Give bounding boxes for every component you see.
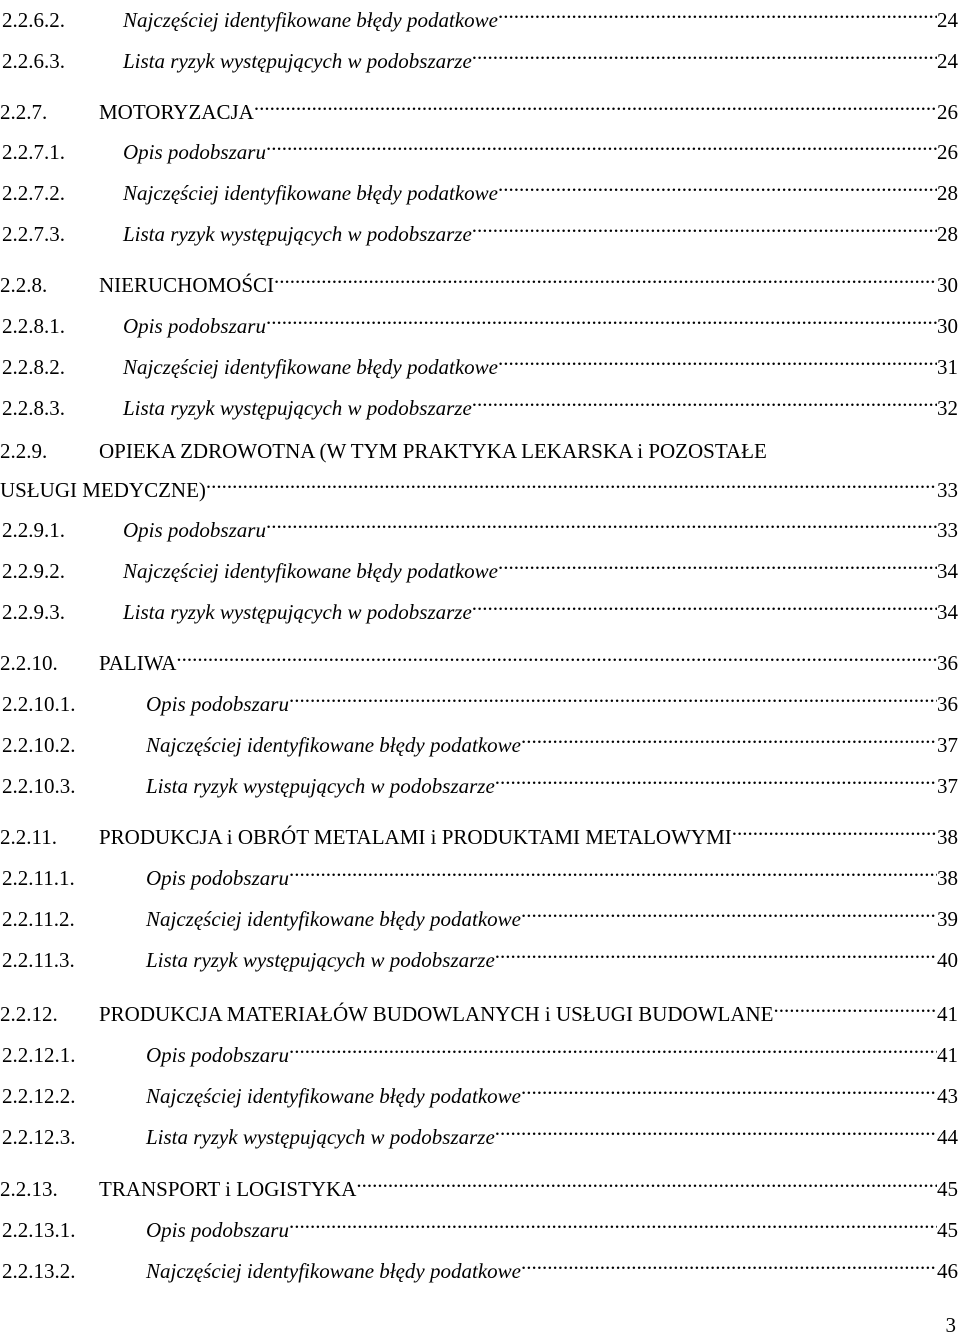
toc-entry-title: Najczęściej identyfikowane błędy podatkowe: [123, 181, 498, 205]
toc-entry-page: 40: [937, 948, 958, 972]
toc-entry-wrapped-first-line[interactable]: [0, 436, 958, 466]
toc-entry-title: Opis podobszaru: [146, 692, 289, 716]
toc-entry-title: TRANSPORT i LOGISTYKA: [99, 1177, 357, 1201]
toc-leader-dots: [521, 722, 937, 752]
toc-entry-page: 41: [937, 1002, 958, 1026]
toc-leader-dots: [266, 507, 937, 537]
toc-leader-dots: [495, 763, 937, 793]
toc-entry[interactable]: [0, 640, 958, 675]
toc-entry-page: 45: [937, 1177, 958, 1201]
toc-entry[interactable]: [0, 763, 958, 798]
toc-entry-page: 45: [937, 1218, 958, 1242]
toc-entry-number: 2.2.6.3.: [2, 49, 65, 73]
toc-entry[interactable]: [0, 681, 958, 716]
toc-entry[interactable]: [0, 722, 958, 757]
toc-leader-dots: [495, 937, 937, 967]
toc-entry-number: 2.2.10.3.: [2, 774, 76, 798]
toc-leader-dots: [472, 385, 937, 415]
toc-entry-number: 2.2.9.1.: [2, 518, 65, 542]
toc-entry[interactable]: [0, 1166, 958, 1201]
toc-entry-title: Lista ryzyk występujących w podobszarze: [146, 1125, 495, 1149]
toc-entry-page: 34: [937, 600, 958, 624]
toc-entry-title: Lista ryzyk występujących w podobszarze: [123, 396, 472, 420]
toc-entry-title: Opis podobszaru: [146, 866, 289, 890]
toc-entry-number: 2.2.8.3.: [2, 396, 65, 420]
toc-entry-title: Opis podobszaru: [146, 1218, 289, 1242]
toc-entry-page: 41: [937, 1043, 958, 1067]
toc-leader-dots: [521, 1073, 937, 1103]
toc-entry-title: Najczęściej identyfikowane błędy podatkowe: [146, 1084, 521, 1108]
toc-entry-title: Najczęściej identyfikowane błędy podatkowe: [146, 1259, 521, 1283]
toc-entry[interactable]: [0, 38, 958, 73]
toc-entry-number: 2.2.12.3.: [2, 1125, 76, 1149]
toc-entry-number: 2.2.13.1.: [2, 1218, 76, 1242]
toc-entry-number: 2.2.9.2.: [2, 559, 65, 583]
toc-entry-number: 2.2.6.2.: [2, 8, 65, 32]
toc-entry-number: 2.2.12.: [0, 1002, 58, 1026]
toc-entry-page: 30: [937, 314, 958, 338]
toc-entry-title: Najczęściej identyfikowane błędy podatkowe: [123, 8, 498, 32]
toc-entry[interactable]: [0, 1032, 958, 1067]
toc-entry-page: 34: [937, 559, 958, 583]
toc-entry-title: Lista ryzyk występujących w podobszarze: [146, 948, 495, 972]
toc-entry-page: 33: [937, 478, 958, 502]
toc-entry[interactable]: [0, 1207, 958, 1242]
toc-leader-dots: [206, 467, 937, 497]
toc-entry-title: Lista ryzyk występujących w podobszarze: [123, 222, 472, 246]
toc-entry-title: Opis podobszaru: [123, 314, 266, 338]
toc-entry-page: 36: [937, 651, 958, 675]
toc-entry-title: Najczęściej identyfikowane błędy podatkowe: [123, 355, 498, 379]
toc-entry-number: 2.2.13.2.: [2, 1259, 76, 1283]
toc-entry[interactable]: [0, 170, 958, 205]
toc-entry-page: 38: [937, 825, 958, 849]
toc-entry[interactable]: [0, 0, 958, 32]
toc-entry-title: Lista ryzyk występujących w podobszarze: [123, 600, 472, 624]
toc-entry[interactable]: [0, 855, 958, 890]
toc-entry[interactable]: [0, 507, 958, 542]
toc-entry-page: 43: [937, 1084, 958, 1108]
toc-entry[interactable]: [0, 991, 958, 1026]
toc-entry-title: Najczęściej identyfikowane błędy podatkowe: [146, 733, 521, 757]
toc-entry-number: 2.2.11.2.: [2, 907, 75, 931]
toc-entry-page: 44: [937, 1125, 958, 1149]
toc-entry-number: 2.2.8.2.: [2, 355, 65, 379]
toc-leader-dots: [472, 589, 937, 619]
toc-entry-page: 24: [937, 49, 958, 73]
toc-entry-page: 39: [937, 907, 958, 931]
toc-entry-number: 2.2.11.3.: [2, 948, 75, 972]
toc-entry-page: 38: [937, 866, 958, 890]
toc-entry-page: 26: [937, 140, 958, 164]
toc-leader-dots: [495, 1114, 937, 1144]
toc-entry-page: 26: [937, 100, 958, 124]
toc-entry[interactable]: [0, 1114, 958, 1149]
toc-entry-page: 24: [937, 8, 958, 32]
toc-entry-title: Opis podobszaru: [123, 518, 266, 542]
toc-leader-dots: [498, 548, 937, 578]
page-number: 3: [945, 1313, 956, 1337]
toc-entry[interactable]: [0, 589, 958, 624]
toc-entry-number: 2.2.8.: [0, 273, 48, 297]
toc-entry[interactable]: [0, 344, 958, 379]
toc-entry-title: PALIWA: [99, 651, 177, 675]
toc-entry-number: 2.2.13.: [0, 1177, 58, 1201]
toc-entry[interactable]: [0, 1248, 958, 1283]
toc-leader-dots: [266, 129, 937, 159]
toc-entry[interactable]: [0, 937, 958, 972]
toc-entry-title: Lista ryzyk występujących w podobszarze: [146, 774, 495, 798]
toc-entry-number: 2.2.12.2.: [2, 1084, 76, 1108]
toc-leader-dots: [498, 170, 937, 200]
toc-entry[interactable]: [0, 814, 958, 849]
toc-leader-dots: [289, 855, 937, 885]
toc-entry-title: Najczęściej identyfikowane błędy podatkowe: [146, 907, 521, 931]
toc-entry-number: 2.2.8.1.: [2, 314, 65, 338]
toc-entry-page: 33: [937, 518, 958, 542]
toc-entry-title: PRODUKCJA MATERIAŁÓW BUDOWLANYCH i USŁUGI BUDOWLANE: [99, 1002, 774, 1026]
toc-entry[interactable]: [0, 1073, 958, 1108]
toc-leader-dots: [472, 211, 937, 241]
toc-entry-page: 30: [937, 273, 958, 297]
toc-entry[interactable]: [0, 89, 958, 124]
toc-entry-page: 31: [937, 355, 958, 379]
toc-entry-title: Opis podobszaru: [146, 1043, 289, 1067]
toc-entry-title: MOTORYZACJA: [99, 100, 254, 124]
toc-leader-dots: [774, 991, 937, 1021]
toc-entry-number: 2.2.7.2.: [2, 181, 65, 205]
toc-entry-title: Opis podobszaru: [123, 140, 266, 164]
toc-leader-dots: [289, 681, 937, 711]
toc-entry-page: 37: [937, 733, 958, 757]
toc-entry-page: 46: [937, 1259, 958, 1283]
toc-entry-page: 32: [937, 396, 958, 420]
toc-entry-title: Lista ryzyk występujących w podobszarze: [123, 49, 472, 73]
toc-entry-page: 37: [937, 774, 958, 798]
toc-leader-dots: [254, 89, 937, 119]
toc-entry-number: 2.2.7.: [0, 100, 48, 124]
toc-entry-number: 2.2.11.1.: [2, 866, 75, 890]
toc-entry-title: OPIEKA ZDROWOTNA (W TYM PRAKTYKA LEKARSKA i POZOSTAŁE: [99, 439, 767, 463]
toc-entry-page: 36: [937, 692, 958, 716]
toc-leader-dots: [356, 1166, 937, 1196]
toc-leader-dots: [176, 640, 937, 670]
toc-entry-number: 2.2.7.1.: [2, 140, 65, 164]
toc-entry-page: 28: [937, 181, 958, 205]
toc-entry-title-continuation: USŁUGI MEDYCZNE): [0, 478, 206, 502]
toc-entry-title: PRODUKCJA i OBRÓT METALAMI i PRODUKTAMI METALOWYMI: [99, 825, 732, 849]
toc-leader-dots: [521, 1248, 937, 1278]
toc-entry-number: 2.2.7.3.: [2, 222, 65, 246]
toc-entry[interactable]: [0, 129, 958, 164]
toc-leader-dots: [289, 1032, 937, 1062]
toc-leader-dots: [274, 262, 937, 292]
toc-leader-dots: [266, 303, 937, 333]
toc-leader-dots: [472, 38, 937, 68]
toc-entry[interactable]: [0, 303, 958, 338]
toc-entry-number: 2.2.12.1.: [2, 1043, 76, 1067]
toc-entry[interactable]: [0, 548, 958, 583]
toc-entry-title: Najczęściej identyfikowane błędy podatkowe: [123, 559, 498, 583]
toc-entry[interactable]: [0, 896, 958, 931]
toc-leader-dots: [498, 344, 937, 374]
toc-entry-number: 2.2.10.2.: [2, 733, 76, 757]
toc-leader-dots: [289, 1207, 937, 1237]
toc-entry[interactable]: [0, 211, 958, 246]
toc-entry[interactable]: [0, 262, 958, 297]
toc-entry-number: 2.2.10.: [0, 651, 58, 675]
toc-leader-dots: [732, 814, 937, 844]
toc-leader-dots: [521, 896, 937, 926]
toc-entry-page: 28: [937, 222, 958, 246]
toc-entry-number: 2.2.9.: [0, 439, 48, 463]
toc-leader-dots: [498, 0, 937, 27]
toc-entry-number: 2.2.11.: [0, 825, 57, 849]
toc-entry-number: 2.2.10.1.: [2, 692, 76, 716]
toc-entry-number: 2.2.9.3.: [2, 600, 65, 624]
toc-entry[interactable]: [0, 385, 958, 420]
toc-entry-wrapped-second-line[interactable]: [0, 467, 958, 502]
toc-entry-title: NIERUCHOMOŚCI: [99, 273, 275, 297]
